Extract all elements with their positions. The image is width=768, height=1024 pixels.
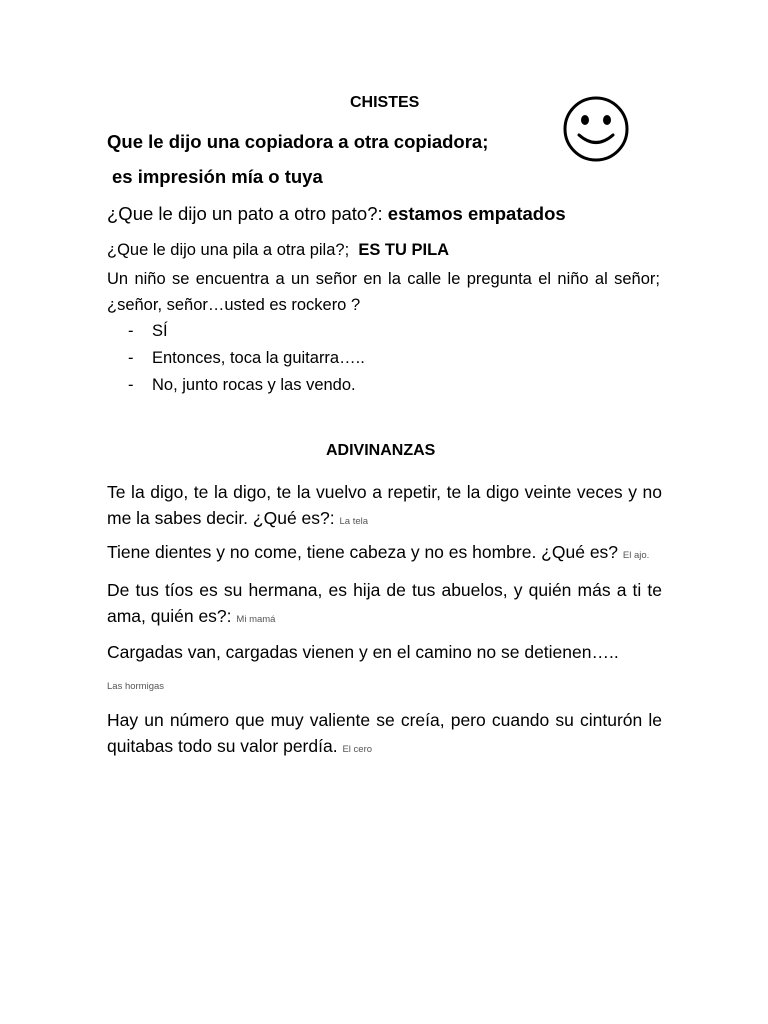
- riddle-answer: Mi mamá: [236, 614, 276, 625]
- riddle-answer: El cero: [342, 744, 373, 755]
- riddle-text: Te la digo, te la digo, te la vuelvo a repetir, te la digo veinte veces y no me la sabes decir. ¿Qué es?:: [107, 482, 662, 528]
- riddle-text: Hay un número que muy valiente se creía, pero cuando su cinturón le quitabas todo su valor perdía.: [107, 710, 662, 756]
- dialogue-text: SÍ: [152, 322, 168, 340]
- smiley-face-icon: [561, 94, 631, 164]
- dialogue-text: Entonces, toca la guitarra…..: [152, 349, 365, 367]
- joke3-question: ¿Que le dijo una pila a otra pila?;: [107, 241, 350, 259]
- adivinanzas-title: ADIVINANZAS: [326, 442, 436, 459]
- dialogue-text: No, junto rocas y las vendo.: [152, 376, 356, 394]
- riddle-4-answer: Las hormigas: [107, 681, 165, 692]
- riddle-text: Tiene dientes y no come, tiene cabeza y no es hombre. ¿Qué es?: [107, 542, 619, 562]
- joke3: [107, 241, 449, 260]
- joke3-answer: ES TU PILA: [358, 241, 450, 259]
- riddle-answer: El ajo.: [622, 550, 650, 561]
- joke1-line1: Que le dijo una copiadora a otra copiadora;: [107, 131, 489, 152]
- joke2: [107, 203, 566, 225]
- joke4-intro: Un niño se encuentra a un señor en la calle le pregunta el niño al señor; ¿señor, señor…usted es rockero ?: [107, 270, 660, 314]
- riddle-answer: La tela: [339, 516, 369, 527]
- joke1-line2: es impresión mía o tuya: [112, 166, 323, 187]
- riddle-1: [107, 479, 662, 535]
- joke2-question: ¿Que le dijo un pato a otro pato?:: [107, 203, 383, 224]
- riddle-4-text: Cargadas van, cargadas vienen y en el camino no se detienen…..: [107, 642, 619, 662]
- riddle-2: [107, 542, 649, 563]
- joke2-answer: estamos empatados: [387, 203, 566, 224]
- riddle-5: [107, 707, 662, 763]
- dialogue-dash: -: [128, 322, 134, 340]
- dialogue-dash: -: [128, 349, 134, 367]
- dialogue-dash: -: [128, 376, 134, 394]
- riddle-text: De tus tíos es su hermana, es hija de tus abuelos, y quién más a ti te ama, quién es?:: [107, 580, 662, 626]
- riddle-3: [107, 577, 662, 633]
- chistes-title: CHISTES: [350, 94, 420, 111]
